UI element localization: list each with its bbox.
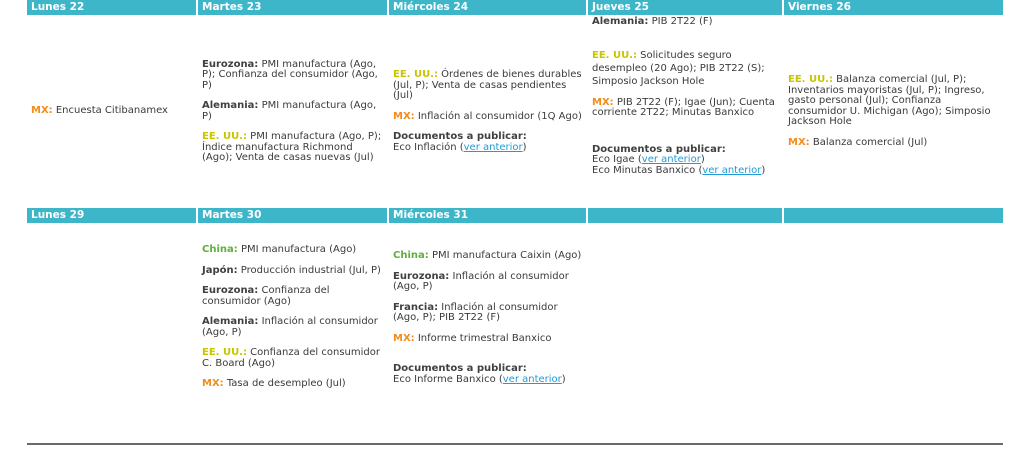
country-label: MX: xyxy=(393,332,415,344)
ver-anterior-link[interactable]: ver anterior xyxy=(502,373,562,385)
document-name: Eco Informe Banxico ( xyxy=(393,373,503,385)
week2-body-row xyxy=(27,223,1003,438)
document-paren: ) xyxy=(561,373,566,385)
week2-header-row xyxy=(27,208,1003,223)
cell-viernes-26 xyxy=(784,15,1003,208)
country-label: MX: xyxy=(592,96,614,108)
documents-title: Documentos a publicar: xyxy=(592,143,726,155)
cell-martes-23 xyxy=(198,15,389,208)
event-entry xyxy=(393,70,584,102)
event-text: PIB 2T22 (F) xyxy=(648,16,713,27)
event-text: Confianza del consumidor C. Board (Ago) xyxy=(202,347,380,369)
documents-title: Documentos a publicar: xyxy=(393,363,527,374)
country-label: EE. UU.: xyxy=(202,347,247,358)
event-text: Encuesta Citibanamex xyxy=(52,105,168,117)
event-text: Inflación al consumidor (Ago, P) xyxy=(393,270,569,292)
event-text: PMI manufactura (Ago, P); Índice manufactura Richmond (Ago); Venta de casas nuevas (Jul) xyxy=(202,131,382,163)
day-header-martes-30: Martes 30 xyxy=(198,208,389,223)
cell-empty-2 xyxy=(784,223,1003,438)
cell-empty-1 xyxy=(588,223,784,438)
event-entry xyxy=(202,132,385,164)
day-header-empty-2 xyxy=(784,208,1003,223)
day-header-viernes-26: Viernes 26 xyxy=(788,1,851,13)
week1-header-row xyxy=(27,0,1003,15)
event-entry xyxy=(393,112,584,123)
country-label: EE. UU.: xyxy=(202,131,247,142)
event-entry xyxy=(202,245,385,256)
event-entry xyxy=(592,49,780,88)
event-text: Informe trimestral Banxico xyxy=(414,332,552,344)
country-label: Alemania: xyxy=(202,316,259,327)
document-paren: ) xyxy=(700,154,705,165)
footer-divider xyxy=(27,443,1003,445)
economic-calendar xyxy=(27,0,1003,438)
event-entry xyxy=(788,138,999,149)
document-name: Eco Igae ( xyxy=(592,154,642,165)
event-entry xyxy=(592,98,780,119)
documents-title: Documentos a publicar: xyxy=(393,131,527,142)
country-label: China: xyxy=(202,244,238,255)
event-entry xyxy=(788,75,999,128)
event-entry xyxy=(202,286,385,307)
event-text: PMI manufactura (Ago, P) xyxy=(202,100,377,122)
day-header-miercoles-24: Miércoles 24 xyxy=(389,0,588,15)
event-entry xyxy=(393,272,584,293)
event-text: PMI manufactura (Ago) xyxy=(237,244,357,255)
event-text: PMI manufactura Caixin (Ago) xyxy=(428,250,582,261)
documents-block xyxy=(592,145,780,177)
country-label: EE. UU.: xyxy=(592,49,637,61)
cell-martes-30 xyxy=(198,223,389,438)
event-text: Órdenes de bienes durables (Jul, P); Venta de casas pendientes (Jul) xyxy=(393,69,582,101)
country-label: MX: xyxy=(788,136,810,148)
document-entry xyxy=(393,143,584,154)
country-label: Eurozona: xyxy=(202,285,259,296)
ver-anterior-link[interactable]: ver anterior xyxy=(463,141,523,153)
cell-jueves-25 xyxy=(588,15,784,208)
event-entry xyxy=(202,317,385,338)
country-label: Alemania: xyxy=(202,100,259,111)
country-label: EE. UU.: xyxy=(393,69,438,80)
event-text: Solicitudes seguro desempleo (20 Ago); PIB 2T22 (S); Simposio Jackson Hole xyxy=(592,49,765,87)
documents-block xyxy=(393,364,584,385)
cell-lunes-22 xyxy=(27,15,198,208)
event-entry xyxy=(31,106,194,117)
cell-miercoles-31 xyxy=(389,223,588,438)
document-name: Eco Inflación ( xyxy=(393,141,464,153)
event-entry xyxy=(202,101,385,122)
event-entry xyxy=(202,379,385,390)
event-text: Inflación al consumidor (1Q Ago) xyxy=(414,110,582,122)
country-label: China: xyxy=(393,250,429,261)
cell-lunes-29 xyxy=(27,223,198,438)
day-header-martes-23: Martes 23 xyxy=(198,0,389,15)
event-entry xyxy=(202,266,385,277)
day-header-jueves-25: Jueves 25 xyxy=(588,0,784,15)
ver-anterior-link[interactable]: ver anterior xyxy=(641,154,701,165)
event-entry xyxy=(202,60,385,92)
document-name: Eco Minutas Banxico ( xyxy=(592,164,703,176)
document-paren: ) xyxy=(761,164,766,176)
event-text: Inflación al consumidor (Ago, P); PIB 2T22 (F) xyxy=(393,301,558,323)
document-entry xyxy=(393,375,584,386)
country-label: MX: xyxy=(393,110,415,122)
event-text: PMI manufactura (Ago, P); Confianza del consumidor (Ago, P) xyxy=(202,58,378,91)
cell-miercoles-24 xyxy=(389,15,588,208)
documents-block xyxy=(393,132,584,153)
event-entry xyxy=(592,17,780,28)
document-entry xyxy=(592,166,780,177)
country-label: Japón: xyxy=(202,264,238,276)
country-label: Eurozona: xyxy=(393,270,450,282)
event-text: Producción industrial (Jul, P) xyxy=(237,264,381,276)
event-entry xyxy=(202,348,385,369)
week1-body-row xyxy=(27,15,1003,208)
country-label: Alemania: xyxy=(592,16,649,27)
event-text: Inflación al consumidor (Ago, P) xyxy=(202,316,378,338)
country-label: MX: xyxy=(31,105,53,117)
country-label: Francia: xyxy=(393,301,439,313)
event-text: Balanza comercial (Jul) xyxy=(809,136,928,148)
day-header-lunes-22: Lunes 22 xyxy=(27,0,198,15)
country-label: Eurozona: xyxy=(202,58,259,70)
event-entry xyxy=(393,303,584,324)
day-header-empty-1 xyxy=(588,208,784,223)
event-text: PIB 2T22 (F); Igae (Jun); Cuenta corriente 2T22; Minutas Banxico xyxy=(592,96,775,118)
day-header-lunes-29: Lunes 29 xyxy=(27,208,198,223)
day-header-miercoles-31: Miércoles 31 xyxy=(389,208,588,223)
ver-anterior-link[interactable]: ver anterior xyxy=(702,164,762,176)
event-text: Balanza comercial (Jul, P); Inventarios mayoristas (Jul, P); Ingreso, gasto personal (Jul); Confianza consumidor U. Michigan (Ago); Simposio Jackson Hole xyxy=(788,74,991,127)
event-text: Tasa de desempleo (Jul) xyxy=(223,378,346,389)
country-label: EE. UU.: xyxy=(788,74,833,85)
event-text: Confianza del consumidor (Ago) xyxy=(202,285,330,307)
event-entry xyxy=(393,251,584,262)
document-paren: ) xyxy=(522,141,527,153)
event-entry xyxy=(393,334,584,345)
country-label: MX: xyxy=(202,378,224,389)
